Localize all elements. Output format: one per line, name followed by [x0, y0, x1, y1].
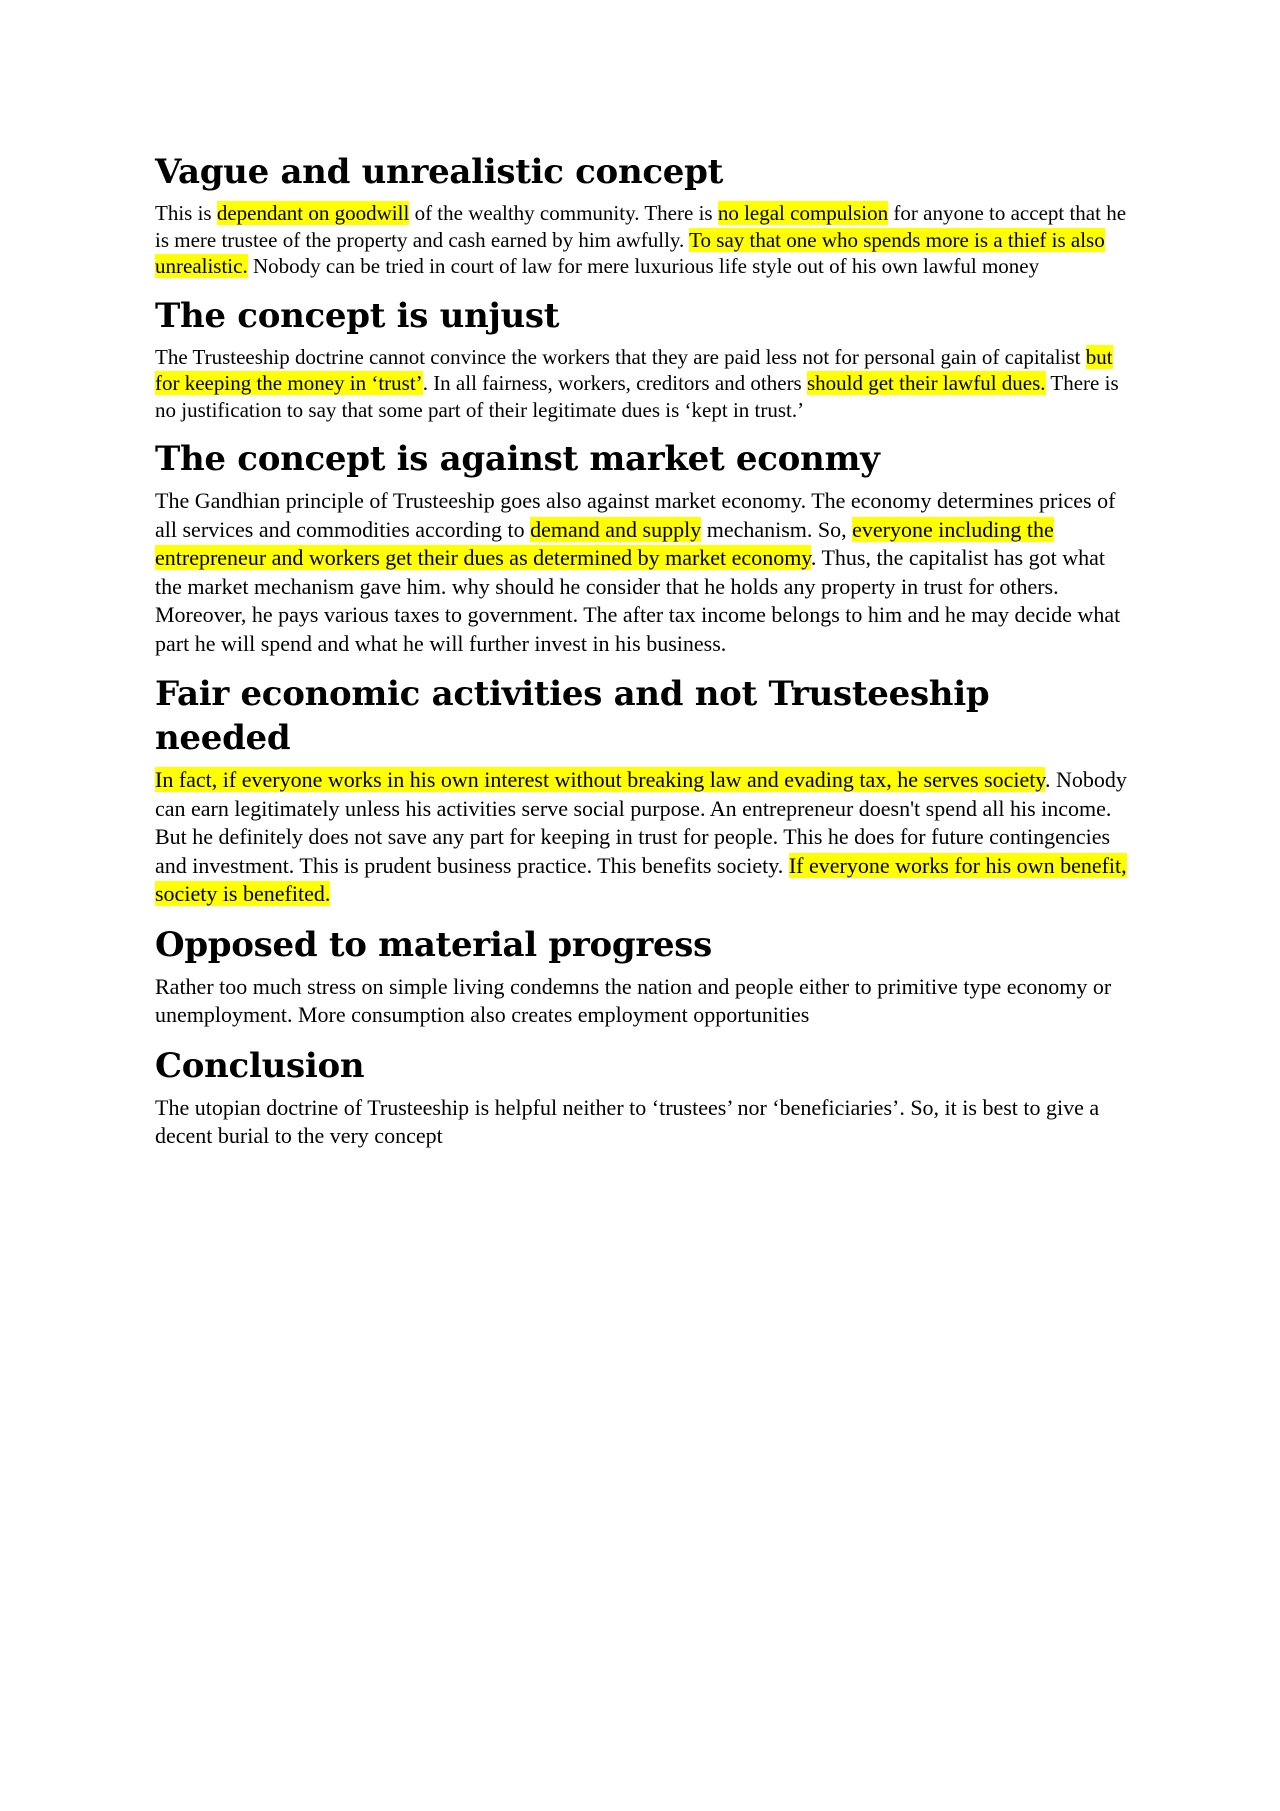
text-run: . Thus, the capitalist has got what the market mechanism gave him. why should he consider that he holds any property in trust for others. Moreover, he pays various taxes to government. The after tax income belongs to him and he may decide what part he will spend and what he will further invest in his business. — [155, 545, 1121, 656]
highlighted-text: In fact, if everyone works in his own interest without breaking law and evading tax, he serves society — [155, 767, 1045, 792]
text-run: for anyone to accept that he is mere trustee of the property and cash earned by him awfully. — [155, 201, 1127, 252]
text-run: . In all fairness, workers, creditors and others — [422, 371, 807, 395]
section-paragraph — [155, 487, 1135, 658]
text-run: mechanism. So, — [701, 516, 853, 542]
text-run: . Nobody can earn legitimately unless his activities serve social purpose. An entrepreneur doesn't spend all his income. But he definitely does not save any part for keeping in trust for people. This he does for future contingencies and investment. This is prudent business practice. This benefits society. — [155, 767, 1127, 878]
text-run: Rather too much stress on simple living condemns the nation and people either to primitive type economy or unemployment. More consumption also creates employment opportunities — [155, 973, 1112, 1027]
section-paragraph — [155, 766, 1135, 909]
section-paragraph — [155, 344, 1135, 424]
section-heading: Conclusion — [155, 1045, 365, 1086]
text-run: There is no justification to say that some part of their legitimate dues is ‘kept in trust.’ — [155, 371, 1119, 422]
section-heading: Opposed to material progress — [155, 924, 712, 965]
text-run: The utopian doctrine of Trusteeship is helpful neither to ‘trustees’ nor ‘beneficiaries’. So, it is best to give a decent burial to the very concept — [155, 1094, 1100, 1148]
section-unjust — [155, 294, 1135, 424]
highlighted-text: but for keeping the money in ‘trust’ — [155, 344, 1113, 395]
highlighted-text: To say that one who spends more is a thief is also unrealistic. — [155, 227, 1105, 278]
text-run: Nobody can be tried in court of law for mere luxurious life style out of his own lawful money — [247, 254, 1040, 278]
section-paragraph — [155, 973, 1135, 1030]
section-heading: The concept is against market econmy — [155, 439, 880, 479]
highlighted-text: demand and supply — [530, 516, 702, 542]
text-run: The Gandhian principle of Trusteeship goes also against market economy. The economy determines prices of all services and commodities according to — [155, 488, 1116, 542]
section-fair — [155, 672, 1135, 909]
highlighted-text: If everyone works for his own benefit, society is benefited. — [155, 852, 1127, 906]
highlighted-text: everyone including the entrepreneur and workers get their dues as determined by market economy — [155, 516, 1054, 570]
highlighted-text: dependant on goodwill — [216, 201, 410, 225]
section-conclusion — [155, 1044, 1135, 1151]
section-heading: Fair economic activities and not Trusteeship needed — [155, 674, 990, 758]
section-market — [155, 437, 1135, 658]
text-run: The Trusteeship doctrine cannot convince the workers that they are paid less not for personal gain of capitalist — [155, 344, 1086, 369]
document-body — [155, 150, 1135, 1165]
section-vague — [155, 150, 1135, 280]
section-paragraph — [155, 1094, 1135, 1151]
section-heading: Vague and unrealistic concept — [155, 152, 723, 192]
highlighted-text: no legal compulsion — [717, 201, 889, 225]
section-progress — [155, 923, 1135, 1030]
section-heading: The concept is unjust — [155, 295, 560, 336]
text-run: This is — [155, 201, 217, 225]
highlighted-text: should get their lawful dues. — [806, 371, 1046, 395]
text-run: of the wealthy community. There is — [409, 201, 718, 225]
section-paragraph — [155, 200, 1135, 280]
